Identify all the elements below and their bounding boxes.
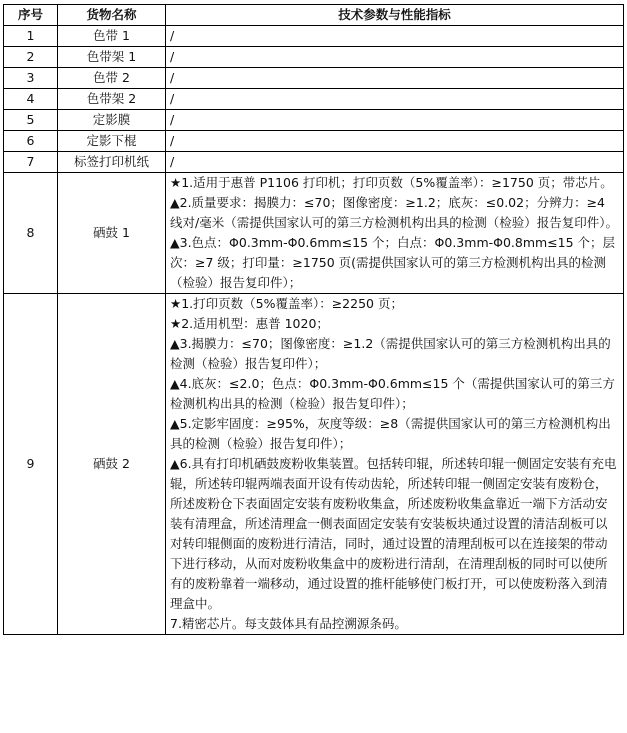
item-spec — [166, 89, 624, 110]
item-spec — [166, 47, 624, 68]
item-spec — [166, 110, 624, 131]
table-row — [4, 47, 624, 68]
item-name: 色带 1 — [58, 26, 166, 47]
spec-line: ★1.适用于惠普 P1106 打印机；打印页数（5%覆盖率）：≥1750 页；带芯片。 — [170, 175, 613, 190]
row-number: 6 — [4, 131, 58, 152]
spec-line: ▲4.底灰：≤2.0；色点：Φ0.3mm-Φ0.6mm≤15 个（需提供国家认可的第三方检测机构出具的检测（检验）报告复印件）； — [170, 376, 615, 411]
spec-table — [3, 4, 624, 635]
row-number: 4 — [4, 89, 58, 110]
item-name: 色带架 1 — [58, 47, 166, 68]
row-number: 9 — [4, 294, 58, 635]
spec-line: ★2.适用机型：惠普 1020； — [170, 316, 329, 331]
item-spec — [166, 152, 624, 173]
table-header-row — [4, 5, 624, 26]
spec-line: ▲6.具有打印机硒鼓废粉收集装置。包括转印辊，所述转印辊一侧固定安装有充电辊，所述转印辊两端表面开设有传动齿轮，所述转印辊一侧固定安装有废粉仓，所述废粉仓下表面固定安装有废粉收集盒，所述废粉收集盒靠近一端下方活动安装有清理盒，所述清理盒一侧表面固定安装有安装板块通过设置的清洁刮板可以对转印辊侧面的废粉进行清洁，同时，通过设置的清理刮板可以在连接架的带动下进行移动，从而对废粉收集盒中的废粉进行清刮，在清理刮板的同时可以使所有的废粉靠着一端移动，通过设置的推杆能够使门板打开，可以使废粉落入到清理盒中。 — [170, 456, 617, 611]
item-name: 硒鼓 1 — [58, 173, 166, 294]
item-name: 色带 2 — [58, 68, 166, 89]
table-row — [4, 26, 624, 47]
spec-line: ▲2.质量要求：揭膜力：≤70；图像密度：≥1.2；底灰：≤0.02；分辨力：≥4 线对/毫米（需提供国家认可的第三方检测机构出具的检测（检验）报告复印件）。 — [170, 195, 618, 230]
spec-line: ▲3.揭膜力：≤70；图像密度：≥1.2（需提供国家认可的第三方检测机构出具的检测（检验）报告复印件）； — [170, 336, 611, 371]
spec-line: ▲3.色点：Φ0.3mm-Φ0.6mm≤15 个；白点：Φ0.3mm-Φ0.8mm≤15 个；层次：≥7 级；打印量：≥1750 页(需提供国家认可的第三方检测机构出具的检测（检验）报告复印件）； — [170, 235, 616, 290]
spec-line: ★1.打印页数（5%覆盖率）：≥2250 页； — [170, 296, 403, 311]
item-spec — [166, 68, 624, 89]
row-number: 1 — [4, 26, 58, 47]
item-name: 标签打印机纸 — [58, 152, 166, 173]
header-spec: 技术参数与性能指标 — [166, 5, 624, 26]
header-name: 货物名称 — [58, 5, 166, 26]
spec-line: / — [170, 154, 175, 169]
item-spec — [166, 26, 624, 47]
item-spec — [166, 294, 624, 635]
spec-line: / — [170, 70, 175, 85]
item-name: 硒鼓 2 — [58, 294, 166, 635]
table-row — [4, 294, 624, 635]
table-row — [4, 68, 624, 89]
item-spec — [166, 131, 624, 152]
row-number: 7 — [4, 152, 58, 173]
row-number: 3 — [4, 68, 58, 89]
row-number: 5 — [4, 110, 58, 131]
spec-line: / — [170, 28, 175, 43]
spec-line: / — [170, 133, 175, 148]
item-name: 定影下棍 — [58, 131, 166, 152]
table-row — [4, 152, 624, 173]
item-spec — [166, 173, 624, 294]
table-row — [4, 173, 624, 294]
spec-line: / — [170, 49, 175, 64]
table-row — [4, 131, 624, 152]
table-row — [4, 89, 624, 110]
spec-line: / — [170, 112, 175, 127]
header-no: 序号 — [4, 5, 58, 26]
row-number: 2 — [4, 47, 58, 68]
spec-line: / — [170, 91, 175, 106]
spec-line: 7.精密芯片。每支鼓体具有品控溯源条码。 — [170, 616, 407, 631]
item-name: 定影膜 — [58, 110, 166, 131]
row-number: 8 — [4, 173, 58, 294]
table-row — [4, 110, 624, 131]
spec-line: ▲5.定影牢固度：≥95%，灰度等级：≥8（需提供国家认可的第三方检测机构出具的检测（检验）报告复印件）； — [170, 416, 611, 451]
item-name: 色带架 2 — [58, 89, 166, 110]
